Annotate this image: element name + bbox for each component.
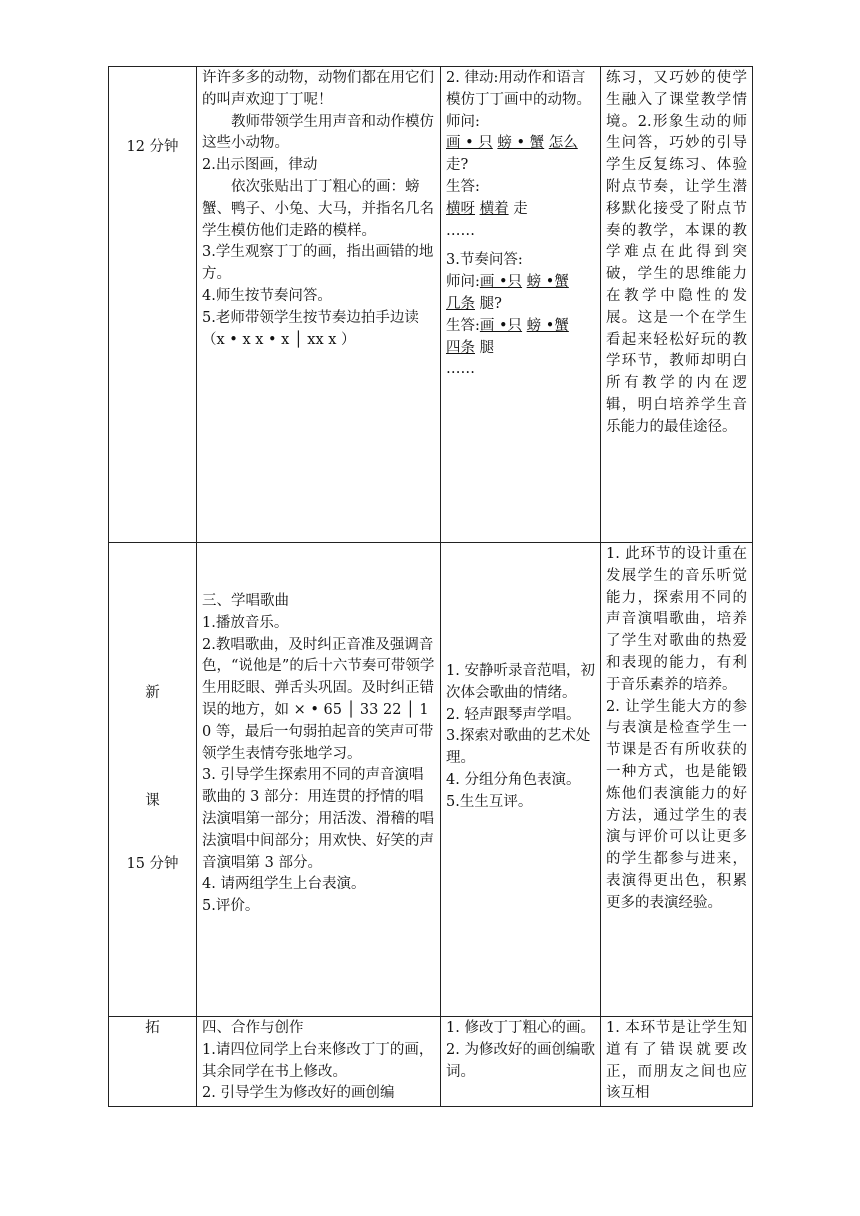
table-row bbox=[109, 67, 753, 543]
student-line: 师问: bbox=[446, 113, 480, 130]
student-activity-cell bbox=[441, 543, 601, 1017]
intent-text: 练习，又巧妙的使学生融入了课堂教学情境。2.形象生动的师生问答，巧妙的引导学生反复练习、体验附点节奏，让学生潜移默化接受了附点节奏的教学，本课的教学难点在此得到突破，学生的思维能力在教学中隐性的发展。这是一个在学生看起来轻松好玩的教学环节，教师却明白所有教学的内在逻辑，明白培养学生音乐能力的最佳途径。 bbox=[606, 70, 747, 435]
rhythm-note: 画 •只 bbox=[479, 274, 523, 291]
rhythm-answer bbox=[446, 316, 595, 338]
time-cell bbox=[109, 67, 197, 543]
time-label: 课 bbox=[145, 792, 160, 809]
rhythm-note: 螃 • 蟹 bbox=[497, 135, 545, 152]
rhythm-note: 画 •只 bbox=[479, 317, 523, 334]
teacher-line: 3.学生观察丁丁的画，指出画错的地方。 bbox=[202, 244, 434, 283]
rhythm-question bbox=[446, 133, 595, 177]
ellipsis: …… bbox=[446, 361, 475, 378]
design-intent-cell bbox=[601, 1017, 753, 1107]
table-row bbox=[109, 543, 753, 1017]
intent-text: 2. 让学生能大方的参与表演是检查学生一节课是否有所收获的一种方式，也是能锻炼他们表演能力的好方法，通过学生的表演与评价可以让更多的学生都参与进来，表演得更出色，积累更多的表演经验。 bbox=[606, 698, 747, 911]
design-intent-cell bbox=[601, 67, 753, 543]
student-line: 2. 轻声跟琴声学唱。 bbox=[446, 706, 581, 723]
rhythm-note: 横着 bbox=[479, 200, 509, 217]
rhythm-note: 螃 •蟹 bbox=[526, 274, 569, 291]
rhythm-note: 几条 bbox=[446, 295, 475, 312]
lesson-plan-table bbox=[108, 66, 753, 1107]
time-label: 拓 bbox=[145, 1020, 160, 1036]
time-cell bbox=[109, 1017, 197, 1107]
teacher-line: 2.教唱歌曲，及时纠正音准及强调音色，“说他是”的后十六节奏可带领学生用眨眼、弹舌头巩固。及时纠正错误的地方，如 × • 65 │ 33 22 │ 1 0 等，最后一句弱拍起音的笑声可带领学生表情夸张地学习。 bbox=[202, 636, 435, 762]
teacher-line: 依次张贴出丁丁粗心的画：螃蟹、鸭子、小兔、大马，并指名几名学生模仿他们走路的模样。 bbox=[202, 178, 434, 239]
teacher-line: 四、合作与创作 bbox=[202, 1020, 304, 1036]
teacher-line: 2.出示图画，律动 bbox=[202, 157, 318, 174]
teacher-activity-cell bbox=[197, 67, 441, 543]
teacher-line: 1.请四位同学上台来修改丁丁的画，其余同学在书上修改。 bbox=[202, 1041, 434, 1080]
rhythm-label: 生答: bbox=[446, 317, 480, 334]
time-cell bbox=[109, 543, 197, 1017]
rhythm-note: 画 • 只 bbox=[446, 135, 493, 152]
student-line: 2. 为修改好的画创编歌词。 bbox=[446, 1041, 595, 1080]
ellipsis: …… bbox=[446, 222, 475, 239]
rhythm-question bbox=[446, 272, 595, 294]
intent-text: 1. 本环节是让学生知道有了错误就要改正，而朋友之间也应该互相 bbox=[606, 1020, 747, 1102]
teacher-line: 4. 请两组学生上台表演。 bbox=[202, 876, 366, 893]
student-activity-cell bbox=[441, 67, 601, 543]
teacher-line: 三、学唱歌曲 bbox=[202, 593, 289, 609]
time-label: 15 分钟 bbox=[126, 856, 179, 873]
student-line: 生答: bbox=[446, 178, 480, 195]
teacher-activity-cell bbox=[197, 1017, 441, 1107]
teacher-line: 3. 引导学生探索用不同的声音演唱歌曲的 3 部分：用连贯的抒情的唱法演唱第一部分；用活泼、滑稽的唱法演唱中间部分；用欢快、好笑的声音演唱第 3 部分。 bbox=[202, 767, 434, 871]
rhythm-answer bbox=[446, 199, 595, 221]
rhythm-note: 四条 bbox=[446, 339, 475, 356]
teacher-line: 许许多多的动物，动物们都在用它们的叫声欢迎丁丁呢！ bbox=[202, 70, 434, 108]
teacher-line: 4.师生按节奏问答。 bbox=[202, 287, 332, 304]
student-line: 4. 分组分角色表演。 bbox=[446, 771, 581, 788]
student-line: 3.节奏问答: bbox=[446, 252, 523, 269]
design-intent-cell bbox=[601, 543, 753, 1017]
rhythm-note: 螃 •蟹 bbox=[526, 317, 569, 334]
teacher-line: 1.播放音乐。 bbox=[202, 614, 289, 631]
teacher-line: 5.评价。 bbox=[202, 898, 260, 915]
rhythm-answer bbox=[446, 338, 595, 360]
student-line: 1. 修改丁丁粗心的画。 bbox=[446, 1020, 595, 1036]
teacher-line: 2. 引导学生为修改好的画创编 bbox=[202, 1085, 395, 1102]
time-label: 新 bbox=[145, 684, 160, 701]
teacher-line: 教师带领学生用声音和动作模仿这些小动物。 bbox=[202, 113, 434, 152]
table-row bbox=[109, 1017, 753, 1107]
rhythm-note: 腿? bbox=[479, 295, 502, 312]
rhythm-label: 师问: bbox=[446, 274, 480, 291]
teacher-activity-cell bbox=[197, 543, 441, 1017]
rhythm-note: 腿 bbox=[479, 339, 495, 356]
student-line: 3.探索对歌曲的艺术处理。 bbox=[446, 728, 591, 767]
rhythm-note: 横呀 bbox=[446, 200, 475, 217]
student-activity-cell bbox=[441, 1017, 601, 1107]
rhythm-note: 怎么 bbox=[548, 135, 578, 152]
rhythm-note: 走? bbox=[446, 157, 469, 174]
rhythm-note: 走 bbox=[513, 200, 528, 217]
student-line: 5.生生互评。 bbox=[446, 793, 533, 810]
rhythm-question bbox=[446, 294, 595, 316]
student-line: 1. 安静听录音范唱，初次体会歌曲的情绪。 bbox=[446, 663, 595, 701]
intent-text: 1. 此环节的设计重在发展学生的音乐听觉能力，探索用不同的声音演唱歌曲，培养了学生对歌曲的热爱和表现的能力，有利于音乐素养的培养。 bbox=[606, 546, 747, 693]
time-label: 12 分钟 bbox=[126, 139, 179, 155]
teacher-line: 5.老师带领学生按节奏边拍手边读（x • x x • x │ xx x ） bbox=[202, 309, 419, 348]
student-line: 2. 律动:用动作和语言模仿丁丁画中的动物。 bbox=[446, 70, 591, 108]
